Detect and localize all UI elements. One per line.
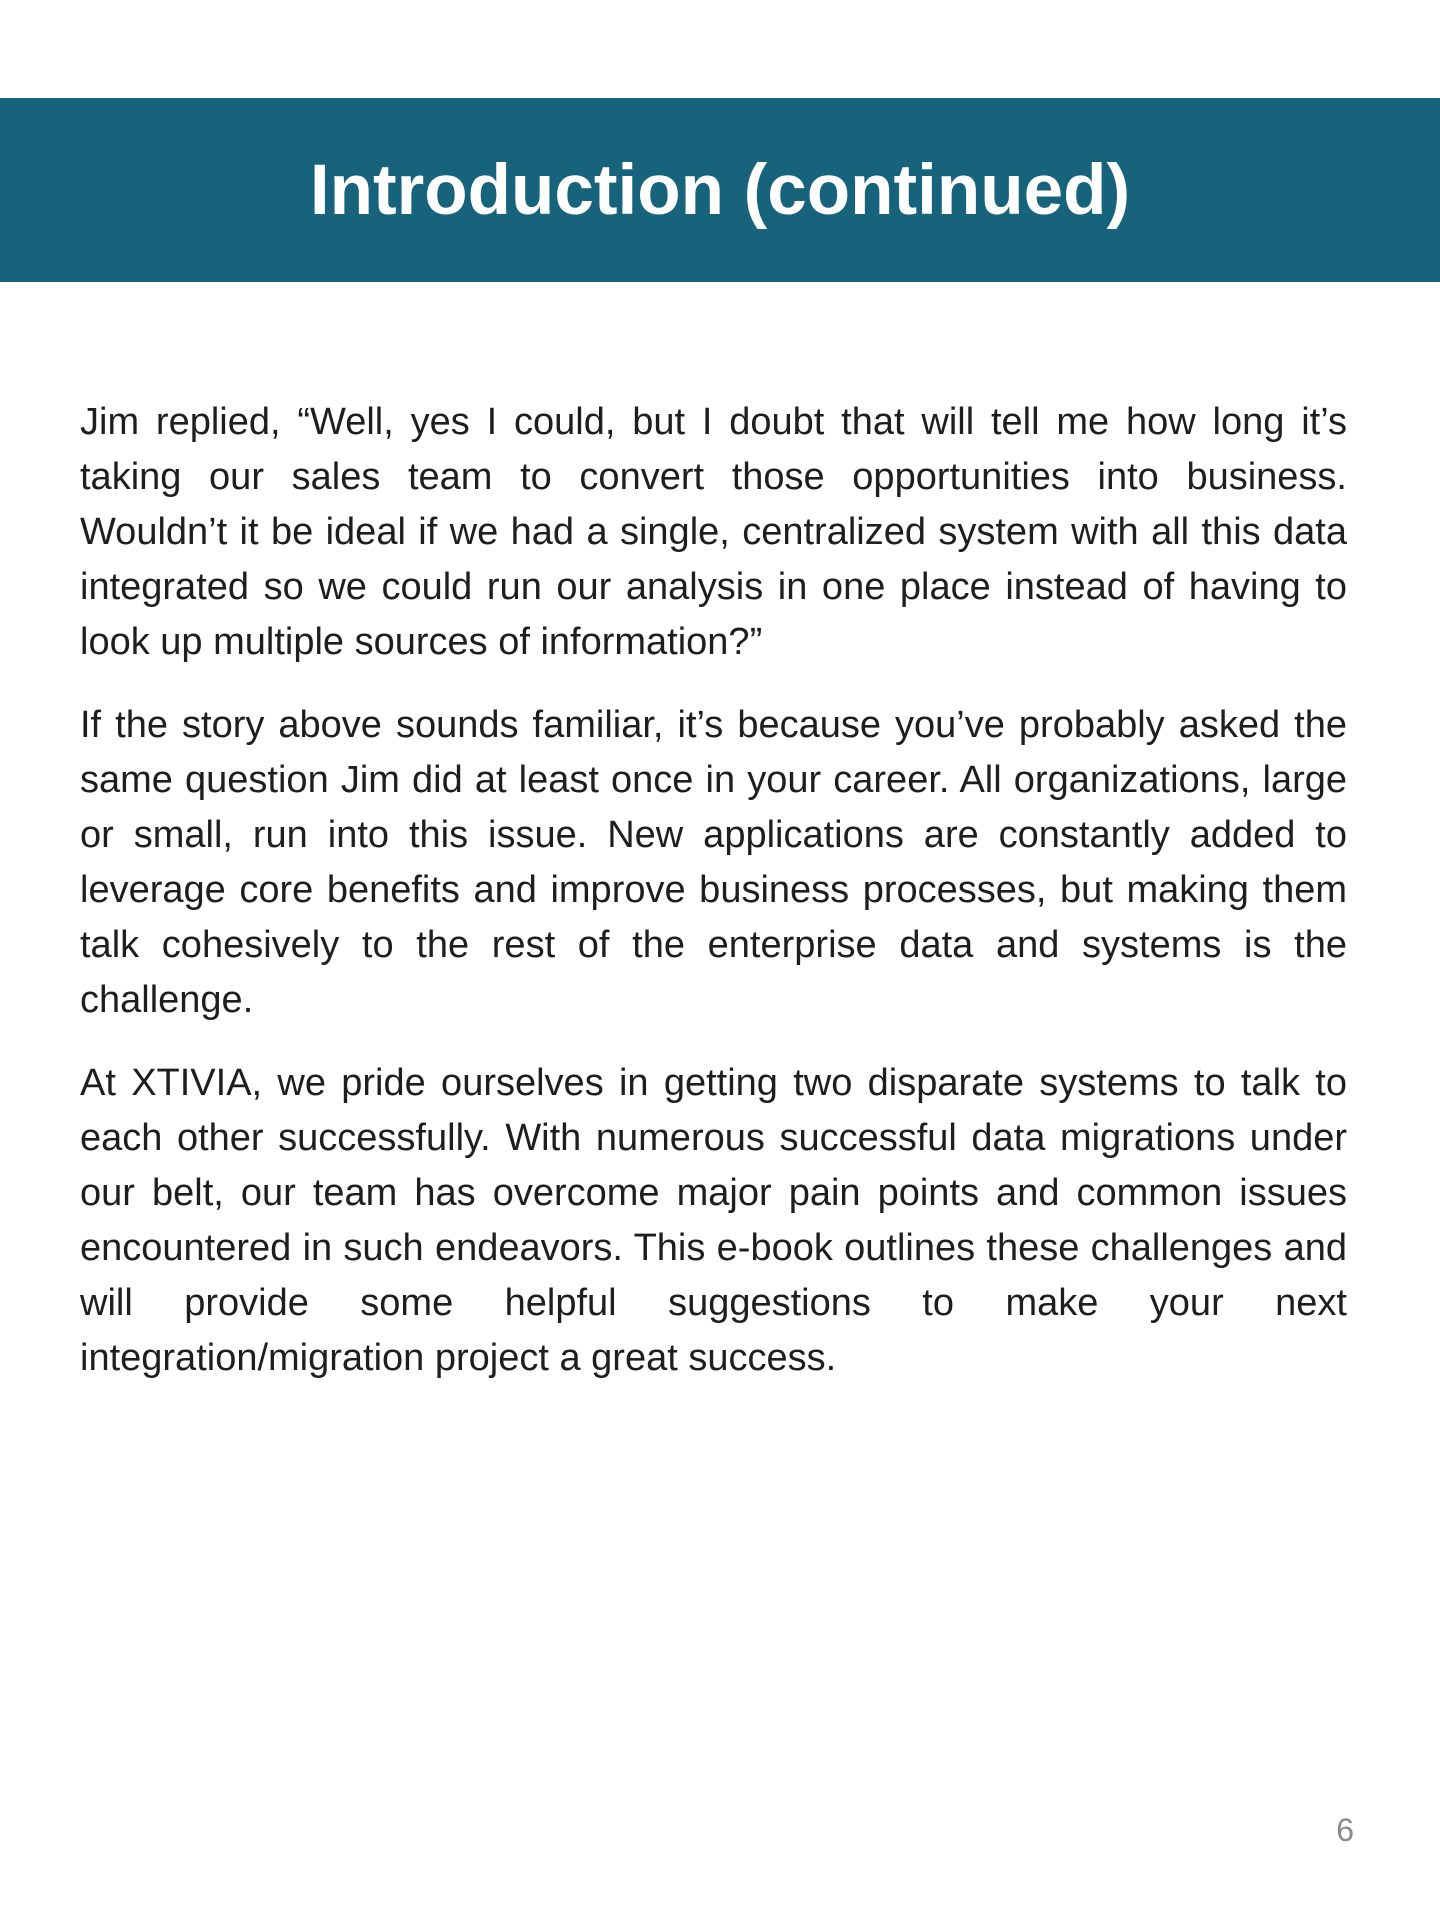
paragraph: Jim replied, “Well, yes I could, but I doubt that will tell me how long it’s taking our sales team to convert those opportunities into business. Wouldn’t it be ideal if we had a single, centralized system with all this data integrated so we could run our analysis in one place instead of having to look up multiple sources of information?” xyxy=(80,401,1347,663)
section-header-band xyxy=(0,98,1440,282)
paragraph: At XTIVIA, we pride ourselves in getting two disparate systems to talk to each other successfully. With numerous successful data migrations under our belt, our team has overcome major pain points and common issues encountered in such endeavors. This e-book outlines these challenges and will provide some helpful suggestions to make your next integration/migration project a great success. xyxy=(80,1062,1347,1379)
paragraph: If the story above sounds familiar, it’s because you’ve probably asked the same question Jim did at least once in your career. All organizations, large or small, run into this issue. New applications are constantly added to leverage core benefits and improve business processes, but making them talk cohesively to the rest of the enterprise data and systems is the challenge. xyxy=(80,704,1347,1021)
page-number: 6 xyxy=(1336,1812,1354,1848)
body-text-column xyxy=(80,395,1347,1414)
page-title: Introduction (continued) xyxy=(309,150,1131,230)
